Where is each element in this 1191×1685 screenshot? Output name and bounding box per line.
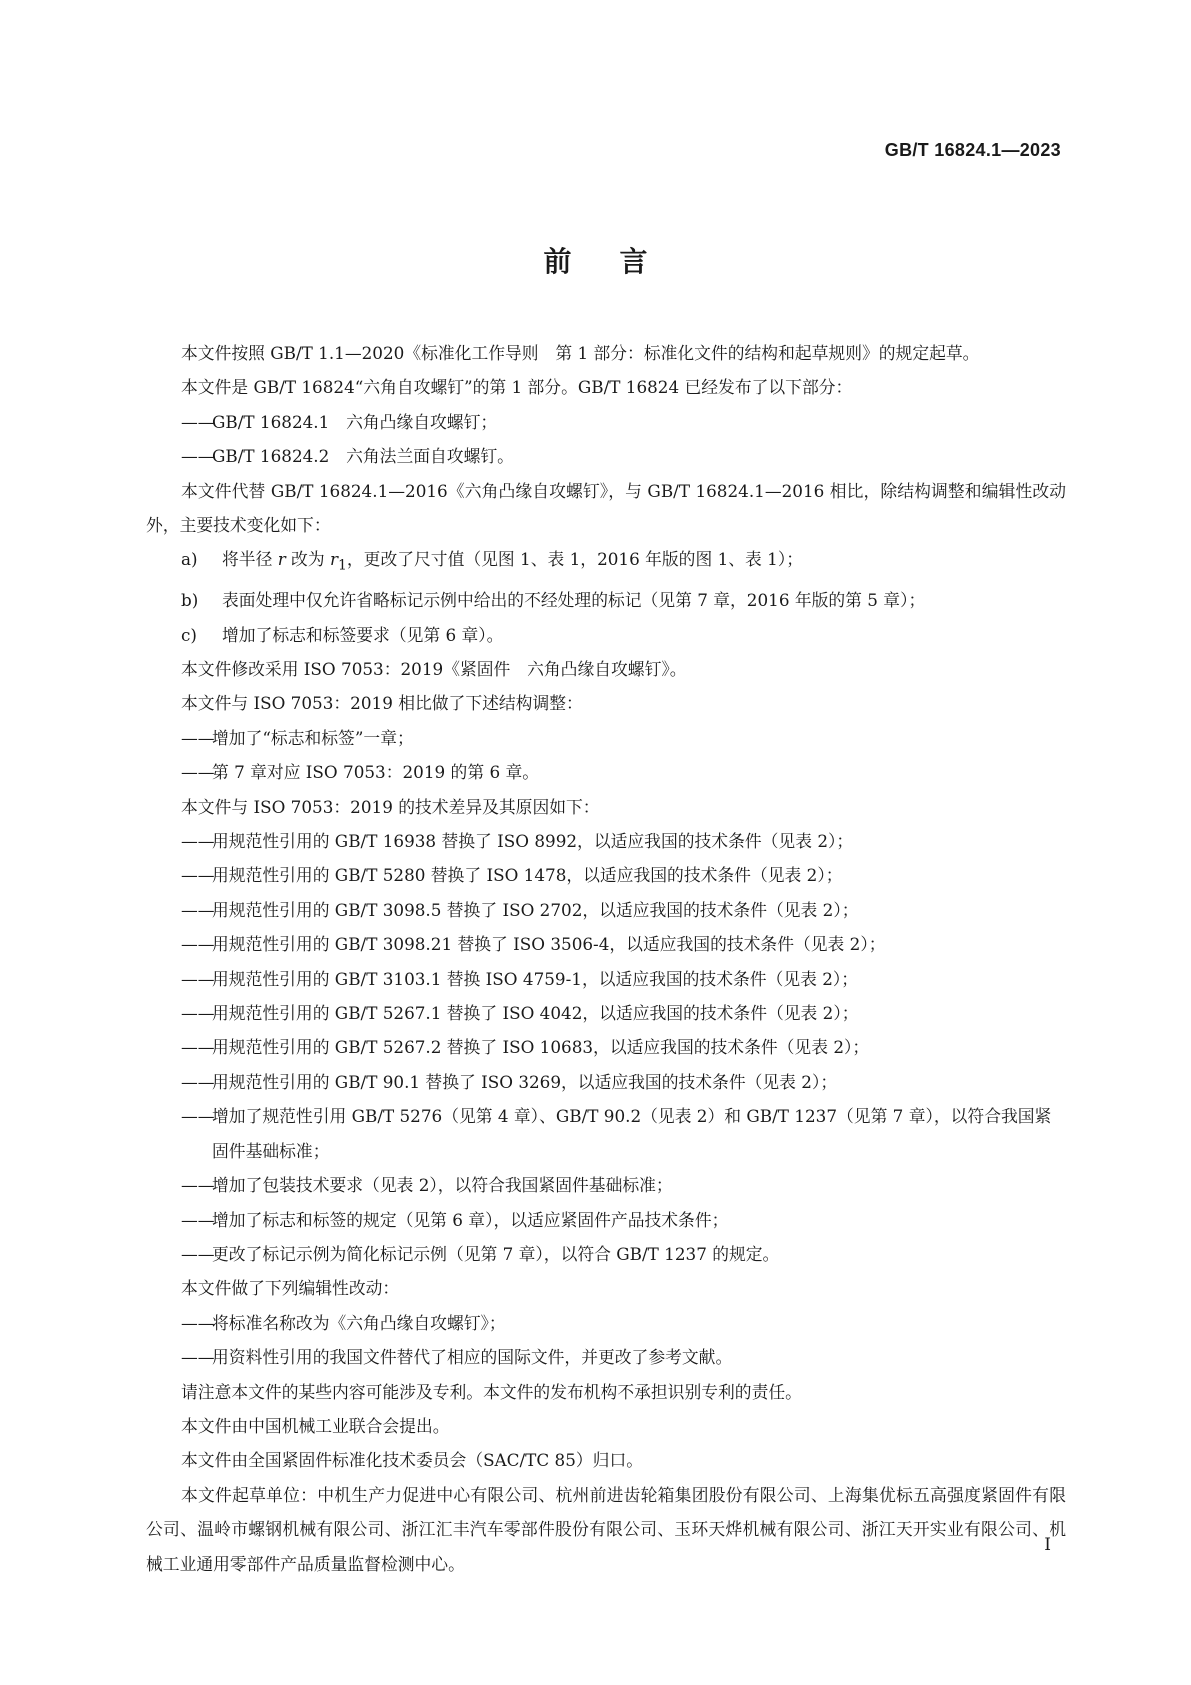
- list-item-text: 用规范性引用的 GB/T 3098.21 替换了 ISO 3506-4，以适应我国的技术条件（见表 2）；: [212, 934, 886, 955]
- list-item-text: 增加了包装技术要求（见表 2），以符合我国紧固件基础标准；: [212, 1175, 673, 1196]
- dash-mark: ——: [181, 968, 215, 989]
- paragraph-differences-intro: 本文件与 ISO 7053：2019 的技术差异及其原因如下：: [181, 796, 600, 817]
- paragraph-drafting-basis: 本文件按照 GB/T 1.1—2020《标准化工作导则 第 1 部分：标准化文件的结构和起草规则》的规定起草。: [181, 343, 980, 363]
- page-number: I: [1044, 1535, 1051, 1555]
- list-item-text: GB/T 16824.1 六角凸缘自攻螺钉；: [212, 411, 498, 432]
- list-item-text: 增加了“标志和标签”一章；: [212, 727, 414, 748]
- radius-subscript: 1: [337, 557, 347, 574]
- dash-mark: ——: [181, 1003, 215, 1024]
- list-item: [146, 1168, 1066, 1202]
- list-item-text: 用规范性引用的 GB/T 90.1 替换了 ISO 3269，以适应我国的技术条件（见表 2）；: [212, 1071, 838, 1092]
- list-item-text: ，更改了尺寸值（见图 1、表 1，2016 年版的图 1、表 1）；: [346, 549, 803, 570]
- dash-mark: ——: [181, 865, 215, 886]
- radius-symbol: r: [277, 549, 286, 570]
- list-label: b): [181, 590, 199, 611]
- dash-mark: ——: [181, 727, 215, 748]
- list-item-text: 用规范性引用的 GB/T 5280 替换了 ISO 1478，以适应我国的技术条件（见表 2）；: [212, 865, 843, 886]
- list-item: [146, 1030, 1066, 1064]
- dash-mark: ——: [181, 934, 215, 955]
- list-item: [146, 893, 1066, 927]
- dash-mark: ——: [181, 831, 215, 852]
- list-item-text: 更改了标记示例为简化标记示例（见第 7 章），以符合 GB/T 1237 的规定。: [212, 1243, 780, 1264]
- dash-mark: ——: [181, 1106, 215, 1127]
- paragraph-adoption: 本文件修改采用 ISO 7053：2019《紧固件 六角凸缘自攻螺钉》。: [181, 659, 687, 680]
- list-item: [146, 1340, 1066, 1374]
- list-item-text: GB/T 16824.2 六角法兰面自攻螺钉。: [212, 446, 514, 467]
- standard-number: GB/T 16824.1—2023: [884, 140, 1061, 160]
- list-item: [146, 405, 1066, 439]
- dash-mark: ——: [181, 411, 215, 432]
- list-item-text: 用规范性引用的 GB/T 16938 替换了 ISO 8992，以适应我国的技术条件（见表 2）；: [212, 831, 854, 852]
- list-item: [146, 927, 1066, 961]
- list-item: [146, 858, 1066, 892]
- dash-mark: ——: [181, 899, 215, 920]
- list-item-text: 用资料性引用的我国文件替代了相应的国际文件，并更改了参考文献。: [212, 1347, 733, 1368]
- list-label: c): [181, 624, 197, 645]
- list-item-text: 增加了标志和标签的规定（见第 6 章），以适应紧固件产品技术条件；: [212, 1209, 729, 1230]
- list-item: [146, 721, 1066, 755]
- list-item: [146, 962, 1066, 996]
- dash-mark: ——: [181, 446, 215, 467]
- list-item: [146, 618, 1066, 652]
- list-item: [146, 1237, 1066, 1271]
- paragraph-proposer: 本文件由中国机械工业联合会提出。: [181, 1415, 450, 1436]
- list-item-text: 增加了标志和标签要求（见第 6 章）。: [222, 624, 504, 645]
- dash-mark: ——: [181, 1175, 215, 1196]
- list-item-text: 增加了规范性引用 GB/T 5276（见第 4 章）、GB/T 90.2（见表 2）和 GB/T 1237（见第 7 章），以符合我国紧固件基础标准；: [212, 1106, 1052, 1161]
- list-item: [146, 1306, 1066, 1340]
- dash-mark: ——: [181, 1243, 215, 1264]
- list-item: [146, 1203, 1066, 1237]
- list-item-text: 第 7 章对应 ISO 7053：2019 的第 6 章。: [212, 762, 540, 783]
- paragraph-replacement: 本文件代替 GB/T 16824.1—2016《六角凸缘自攻螺钉》，与 GB/T 16824.1—2016 相比，除结构调整和编辑性改动外，主要技术变化如下：: [146, 480, 1066, 536]
- list-label: a): [181, 549, 198, 570]
- list-item: [146, 824, 1066, 858]
- paragraph-structural-intro: 本文件与 ISO 7053：2019 相比做了下述结构调整：: [181, 693, 583, 714]
- paragraph-drafting-units: 本文件起草单位：中机生产力促进中心有限公司、杭州前进齿轮箱集团股份有限公司、上海集优标五高强度紧固件有限公司、温岭市螺钢机械有限公司、浙江汇丰汽车零部件股份有限公司、玉环天烨机械有限公司、浙江天开实业有限公司、机械工业通用零部件产品质量监督检测中心。: [146, 1484, 1066, 1574]
- list-item: [146, 583, 1066, 617]
- list-item: [146, 755, 1066, 789]
- list-item-text: 用规范性引用的 GB/T 3103.1 替换 ISO 4759-1，以适应我国的技术条件（见表 2）；: [212, 968, 859, 989]
- list-item-text: 改为: [285, 549, 330, 570]
- dash-mark: ——: [181, 1209, 215, 1230]
- dash-mark: ——: [181, 1071, 215, 1092]
- list-item-text: 将半径: [222, 549, 278, 570]
- list-item-text: 表面处理中仅允许省略标记示例中给出的不经处理的标记（见第 7 章，2016 年版的第 5 章）；: [222, 590, 926, 611]
- paragraph-parts-intro: 本文件是 GB/T 16824“六角自攻螺钉”的第 1 部分。GB/T 16824 已经发布了以下部分：: [181, 377, 853, 398]
- dash-mark: ——: [181, 1037, 215, 1058]
- list-item: [146, 1065, 1066, 1099]
- list-item-text: 用规范性引用的 GB/T 3098.5 替换了 ISO 2702，以适应我国的技术条件（见表 2）；: [212, 899, 859, 920]
- paragraph-patent-notice: 请注意本文件的某些内容可能涉及专利。本文件的发布机构不承担识别专利的责任。: [181, 1381, 802, 1402]
- list-item: [146, 439, 1066, 473]
- list-item-text: 用规范性引用的 GB/T 5267.2 替换了 ISO 10683，以适应我国的技术条件（见表 2）；: [212, 1037, 870, 1058]
- radius-symbol: r: [329, 549, 338, 570]
- list-item-text: 将标准名称改为《六角凸缘自攻螺钉》；: [212, 1312, 506, 1333]
- dash-mark: ——: [181, 762, 215, 783]
- list-item: [146, 1099, 1066, 1168]
- list-item: [146, 542, 1066, 583]
- dash-mark: ——: [181, 1312, 215, 1333]
- paragraph-editorial-intro: 本文件做了下列编辑性改动：: [181, 1278, 400, 1299]
- page-title: 前言: [543, 245, 696, 278]
- dash-mark: ——: [181, 1347, 215, 1368]
- foreword-body: [146, 336, 1066, 1581]
- paragraph-administrator: 本文件由全国紧固件标准化技术委员会（SAC/TC 85）归口。: [181, 1450, 644, 1471]
- list-item-text: 用规范性引用的 GB/T 5267.1 替换了 ISO 4042，以适应我国的技术条件（见表 2）；: [212, 1003, 859, 1024]
- list-item: [146, 996, 1066, 1030]
